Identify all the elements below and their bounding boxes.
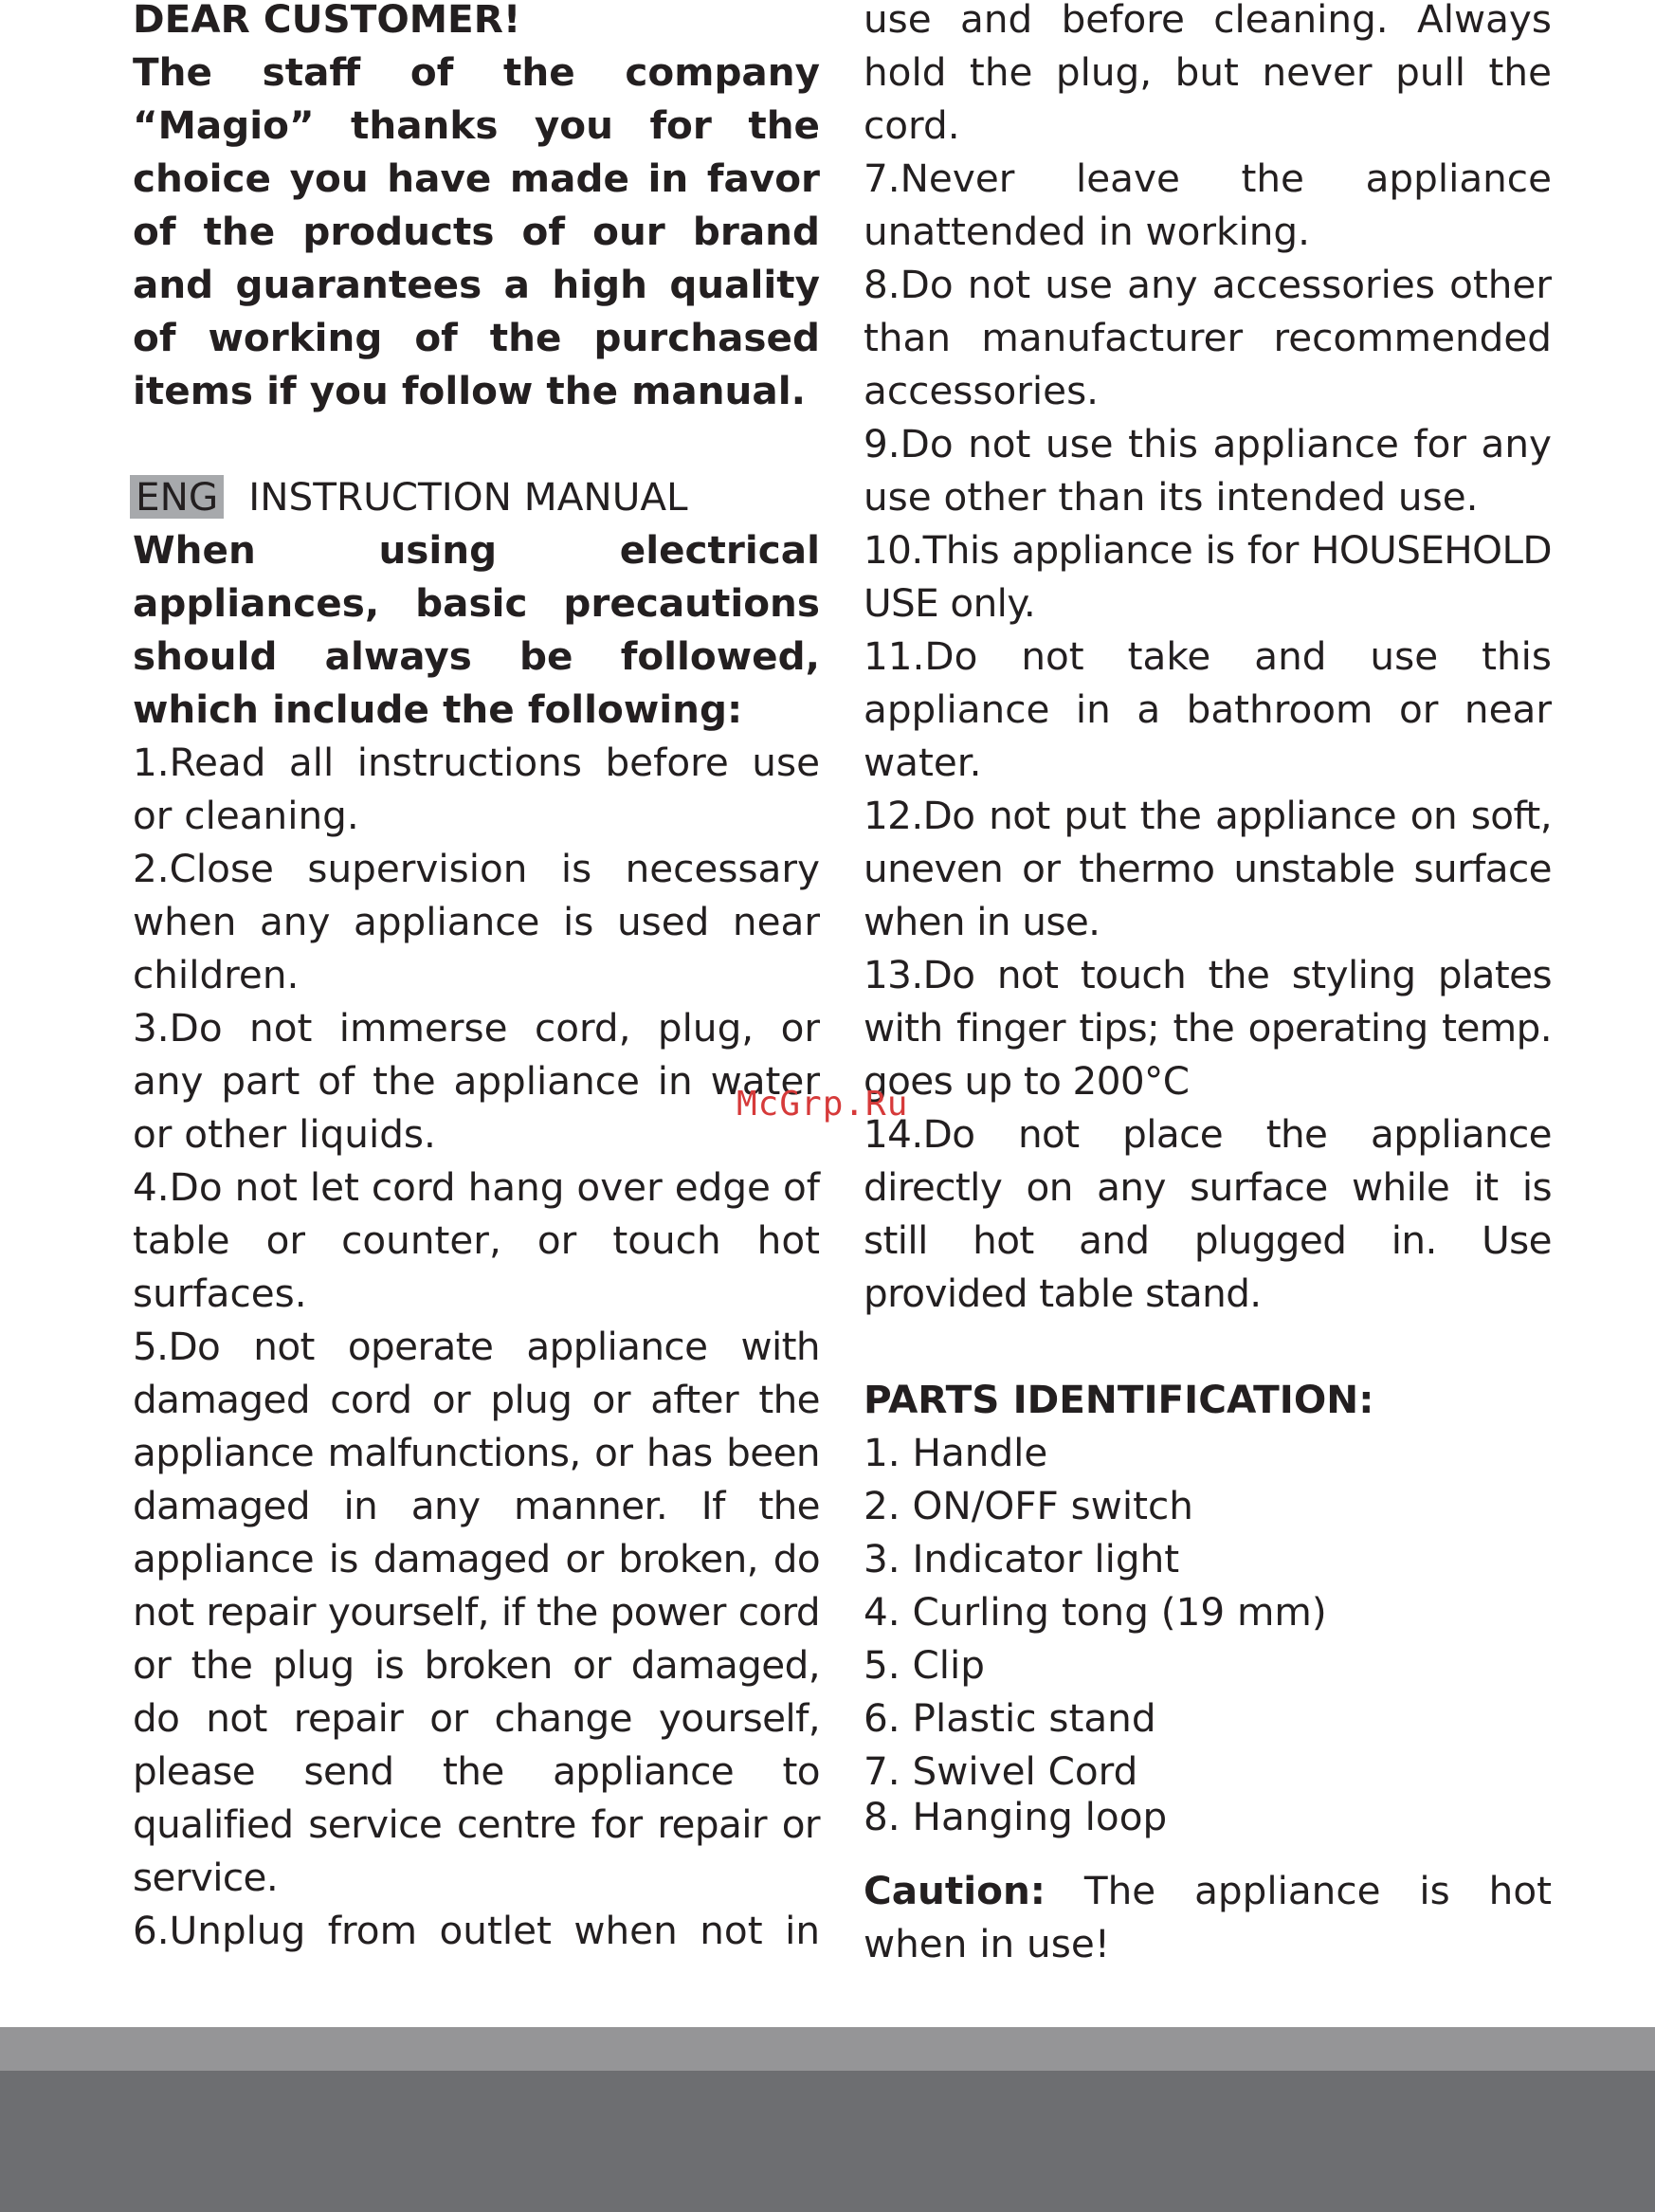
instruction-item: 11.Do not take and use this appliance in a bathroom or near water. [864,633,1552,785]
parts-list-item: 3. Indicator light [864,1536,1180,1581]
watermark: McGrp.Ru [737,1085,909,1124]
instruction-item: 4.Do not let cord hang over edge of table or counter, or touch hot surfaces. [133,1164,820,1316]
language-badge: ENG [130,475,224,519]
instruction-item: 2.Close supervision is necessary when any appliance is used near children. [133,846,820,997]
parts-list-item: 7. Swivel Cord [864,1748,1138,1794]
instruction-item: 3.Do not immerse cord, plug, or any part of the appliance in water or other liquids. [133,1005,820,1157]
instruction-item: 1.Read all instructions before use or cleaning. [133,740,820,838]
parts-list-item: 6. Plastic stand [864,1695,1156,1741]
spacer [133,417,820,470]
manual-intro: When using electrical appliances, basic precautions should always be followed, which include the following: [133,527,820,732]
parts-list-item: 5. Clip [864,1642,986,1688]
greeting-title: DEAR CUSTOMER! [133,0,521,42]
caution-label: Caution: [864,1868,1046,1913]
instruction-item: 7.Never leave the appliance unattended in working. [864,155,1552,254]
instruction-item: 10.This appliance is for HOUSEHOLD USE only. [864,527,1552,626]
parts-list-item: 2. ON/OFF switch [864,1483,1193,1528]
instruction-item: 14.Do not place the appliance directly on any surface while it is still hot and plugged in. Use provided table stand. [864,1111,1552,1316]
greeting-body: The staff of the company “Magio” thanks you for the choice you have made in favor of the products of our brand and guarantees a high quality of working of the purchased items if you follow the manual. [133,49,820,413]
parts-list-item: 1. Handle [864,1430,1048,1475]
parts-title: PARTS IDENTIFICATION: [864,1377,1374,1422]
caution-note [864,1864,1552,1970]
manual-header [133,470,820,523]
instruction-item-part-1: 6.Unplug from outlet when not in [133,1908,820,1953]
instruction-item: 12.Do not put the appliance on soft, uneven or thermo unstable surface when in use. [864,793,1552,944]
instruction-item: 8.Do not use any accessories other than manufacturer recommended accessories. [864,262,1552,413]
caution-text: The appliance is hot when in use! [864,1868,1552,1966]
parts-list-item: 8. Hanging loop [864,1794,1168,1839]
instruction-item: 13.Do not touch the styling plates with finger tips; the operating temp. goes up to 200°C [864,952,1552,1104]
instruction-item: 9.Do not use this appliance for any use other than its intended use. [864,421,1552,520]
spacer [864,1320,1552,1373]
instruction-item: 5.Do not operate appliance with damaged cord or plug or after the appliance malfunctions, or has been damaged in any manner. If the appliance is damaged or broken, do not repair yourself, if the power cord or the plug is broken or damaged, do not repair or change yourself, please send the appliance to qualified service centre for repair or service. [133,1324,820,1900]
right-column [864,0,1552,1970]
left-column [133,0,820,1957]
manual-title: INSTRUCTION MANUAL [248,474,688,520]
instruction-item-part-2: use and before cleaning. Always hold the plug, but never pull the cord. [864,0,1552,148]
footer-band-light [0,2027,1655,2071]
parts-list-item: 4. Curling tong (19 mm) [864,1589,1327,1635]
footer-band-dark [0,2071,1655,2212]
